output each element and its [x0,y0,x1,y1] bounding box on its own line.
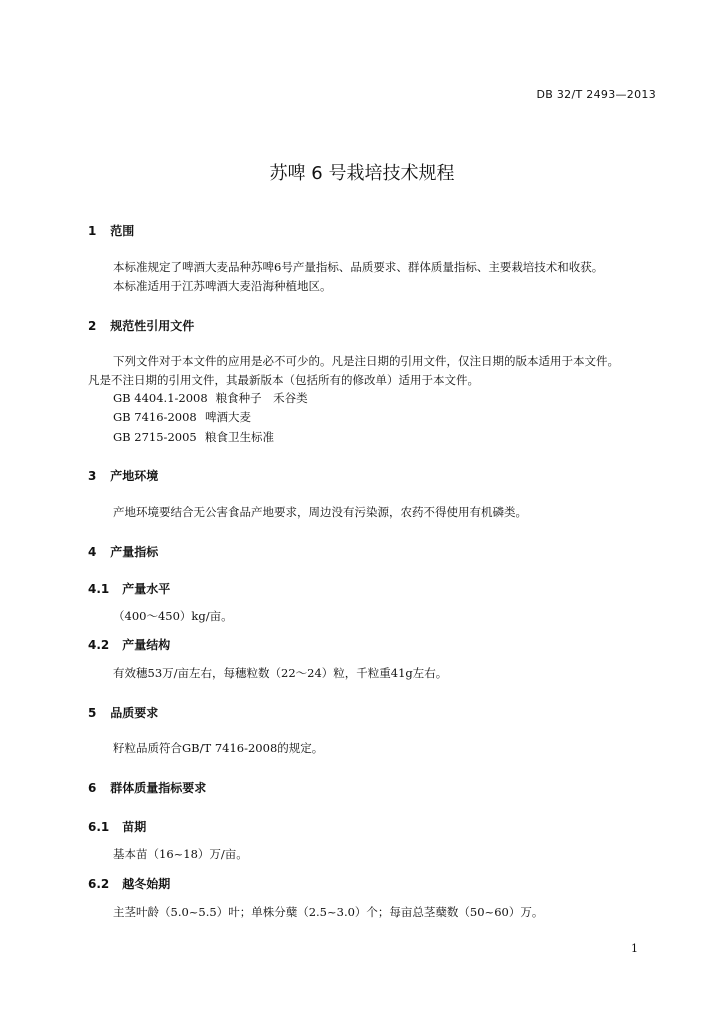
section-title: 范围 [110,224,135,238]
section-title: 品质要求 [110,706,159,720]
subsection-number: 4.1 [88,582,110,596]
subsection-number: 4.2 [88,638,110,652]
subsection-title: 产量水平 [122,582,171,596]
paragraph: （400～450）kg/亩。 [113,609,233,623]
paragraph: 凡是不注日期的引用文件，其最新版本（包括所有的修改单）适用于本文件。 [88,373,479,387]
paragraph: 本标准适用于江苏啤酒大麦沿海种植地区。 [113,279,332,293]
section-heading-1 [88,222,134,239]
subsection-heading-4-2 [88,636,170,653]
subsection-number: 6.1 [88,820,110,834]
paragraph: 基本苗（16~18）万/亩。 [113,847,248,861]
reference-code: GB 7416-2008 [113,410,197,424]
subsection-heading-4-1 [88,580,170,597]
section-heading-4 [88,543,158,560]
reference-code: GB 4404.1-2008 [113,391,208,405]
paragraph: 主茎叶龄（5.0~5.5）叶；单株分蘖（2.5~3.0）个；每亩总茎蘖数（50~60）万。 [113,905,544,919]
paragraph: 本标准规定了啤酒大麦品种苏啤6号产量指标、品质要求、群体质量指标、主要栽培技术和收获。 [113,260,604,274]
section-heading-5 [88,704,158,721]
standard-code: DB 32/T 2493—2013 [536,88,656,101]
reference-item [113,429,274,445]
section-heading-6 [88,779,206,796]
reference-name: 粮食种子 禾谷类 [215,391,308,405]
reference-item [113,409,251,425]
section-heading-2 [88,317,194,334]
document-title: 苏啤 6 号栽培技术规程 [269,163,455,184]
reference-name: 啤酒大麦 [205,410,251,424]
paragraph: 有效穗53万/亩左右，每穗粒数（22～24）粒，千粒重41g左右。 [113,666,448,680]
section-title: 产地环境 [110,469,159,483]
section-title: 群体质量指标要求 [110,781,207,795]
section-title: 规范性引用文件 [110,319,195,333]
section-title: 产量指标 [110,545,159,559]
subsection-title: 产量结构 [122,638,171,652]
reference-name: 粮食卫生标准 [205,430,274,444]
reference-item [113,390,308,406]
section-heading-3 [88,467,158,484]
subsection-heading-6-1 [88,818,146,835]
section-number: 1 [88,224,97,238]
section-number: 5 [88,706,97,720]
paragraph: 下列文件对于本文件的应用是必不可少的。凡是注日期的引用文件，仅注日期的版本适用于本文件。 [113,354,619,368]
subsection-heading-6-2 [88,875,170,892]
paragraph: 产地环境要结合无公害食品产地要求，周边没有污染源，农药不得使用有机磷类。 [113,505,527,519]
subsection-title: 苗期 [122,820,147,834]
section-number: 3 [88,469,97,483]
reference-code: GB 2715-2005 [113,430,197,444]
subsection-number: 6.2 [88,877,110,891]
paragraph: 籽粒品质符合GB/T 7416-2008的规定。 [113,741,324,755]
section-number: 4 [88,545,97,559]
section-number: 6 [88,781,97,795]
section-number: 2 [88,319,97,333]
subsection-title: 越冬始期 [122,877,171,891]
page-number: 1 [631,942,638,955]
header-divider [88,108,656,109]
